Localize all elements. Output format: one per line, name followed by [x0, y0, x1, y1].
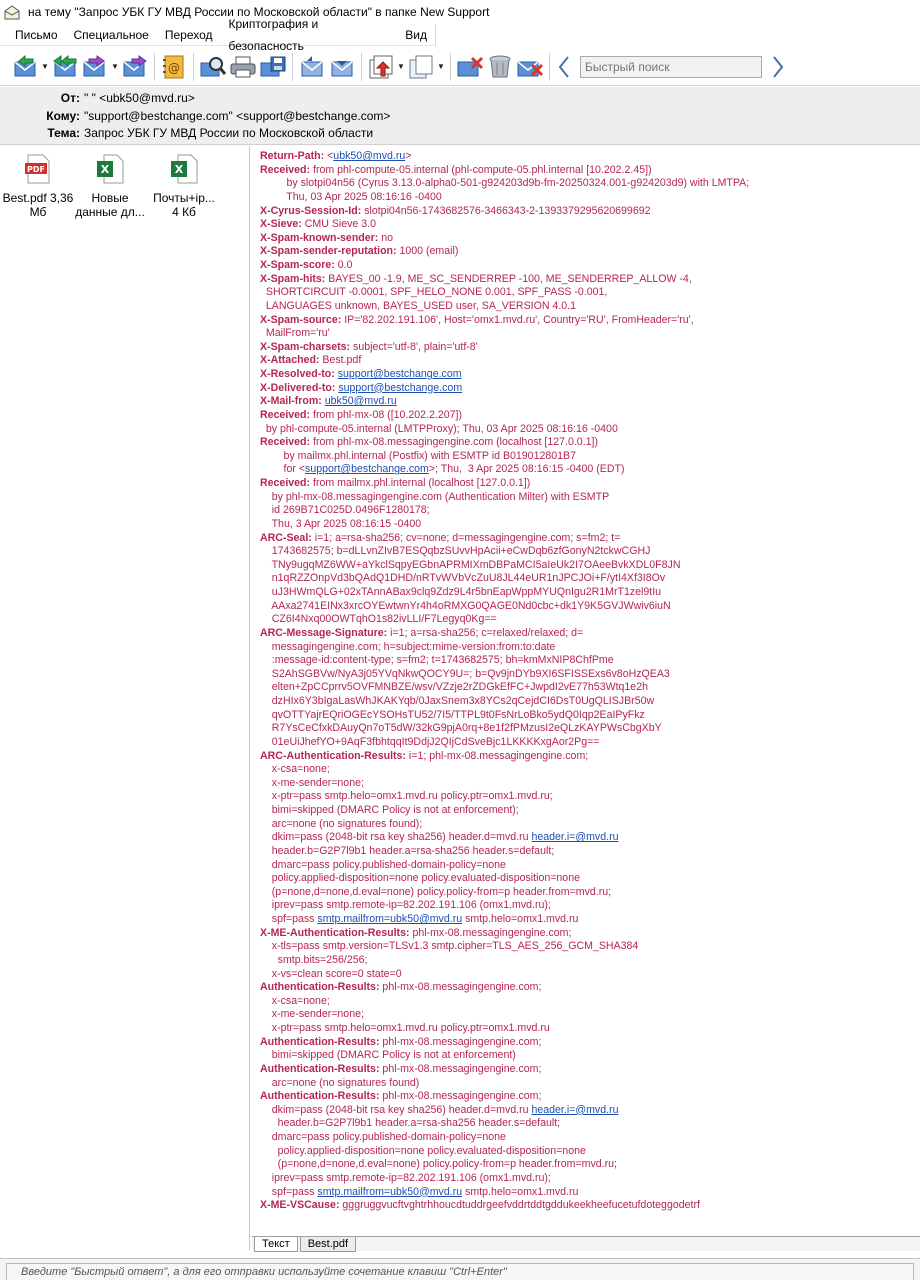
menu-crypto[interactable]: Криптография и безопасность — [228, 16, 319, 53]
move-dropdown[interactable]: ▼ — [397, 62, 405, 71]
raw-line — [260, 1117, 920, 1131]
tab-text[interactable]: Текст — [254, 1237, 298, 1252]
quick-reply-input[interactable]: Введите "Быстрый ответ", а для его отправки используйте сочетание клавиш "Ctrl+Enter" — [6, 1263, 914, 1280]
save-icon — [259, 55, 287, 79]
raw-line — [260, 763, 920, 777]
header-value: n1qRZZOnpVd3bQAdQ1DHD/nRTvWVbVcZuU8JL44eUR1nJPCJOi+F/ytI4Xf3I8Ov — [260, 572, 666, 585]
next-message-icon — [328, 55, 356, 79]
header-value: from phl-compute-05.internal (phl-compute-05.phl.internal [10.202.2.45]) — [310, 163, 652, 176]
menu-letter[interactable]: Письмо — [15, 27, 58, 42]
header-value: Best.pdf — [319, 354, 362, 367]
header-value: bimi=skipped (DMARC Policy is not at enforcement); — [260, 804, 519, 816]
raw-line — [260, 545, 920, 559]
svg-text:@: @ — [168, 60, 180, 75]
raw-line — [260, 586, 920, 600]
header-value: SHORTCIRCUIT -0.0001, SPF_HELO_NONE 0.001, SPF_PASS -0.001, — [260, 286, 608, 299]
raw-line — [260, 518, 920, 532]
raw-line — [260, 709, 920, 723]
header-value: x-me-sender=none; — [260, 1008, 364, 1021]
header-value: header.b=G2P7l9b1 header.a=rsa-sha256 header.s=default; — [260, 844, 555, 857]
raw-line — [260, 245, 920, 259]
header-value: (p=none,d=none,d.eval=none) policy.policy-from=p header.from=mvd.ru; — [260, 1158, 617, 1171]
redirect-button[interactable] — [120, 52, 150, 82]
raw-line — [260, 300, 920, 314]
raw-line — [260, 695, 920, 709]
header-key: Received: — [260, 477, 311, 489]
raw-line — [260, 1145, 920, 1159]
email-link[interactable]: support@bestchange.com — [338, 381, 463, 394]
raw-line — [260, 818, 920, 832]
raw-line — [260, 314, 920, 328]
trash-button[interactable] — [485, 52, 515, 82]
toolbar — [0, 48, 920, 86]
header-value: x-me-sender=none; — [260, 776, 364, 789]
raw-line — [260, 859, 920, 873]
header-value: arc=none (no signatures found) — [260, 1076, 420, 1089]
header-key: X-Attached: — [260, 354, 320, 367]
header-value: x-ptr=pass smtp.helo=omx1.mvd.ru policy.ptr=omx1.mvd.ru; — [260, 790, 553, 803]
title-bar — [0, 0, 920, 24]
raw-line — [260, 436, 920, 450]
move-button[interactable] — [366, 52, 396, 82]
message-headers — [0, 87, 920, 145]
chevron-right-icon — [771, 55, 785, 79]
header-value: Thu, 03 Apr 2025 08:16:16 -0400 — [260, 190, 442, 203]
header-key: Received: — [260, 163, 311, 176]
email-link[interactable]: support@bestchange.com — [305, 463, 429, 476]
attachment-pdf[interactable] — [0, 152, 76, 219]
email-link[interactable]: header.i=@mvd.ru — [531, 831, 619, 844]
email-link[interactable]: ubk50@mvd.ru — [324, 395, 397, 408]
header-value: by phl-compute-05.internal (LMTPProxy); Thu, 03 Apr 2025 08:16:16 -0400 — [260, 422, 618, 435]
raw-line — [260, 409, 920, 423]
raw-line — [260, 218, 920, 232]
raw-line — [260, 1049, 920, 1063]
header-value: CMU Sieve 3.0 — [301, 218, 376, 231]
attachment-excel[interactable] — [72, 152, 148, 219]
email-link[interactable]: ubk50@mvd.ru — [333, 150, 406, 162]
toolbar-separator — [361, 53, 362, 81]
forward-button[interactable] — [80, 52, 110, 82]
raw-line — [260, 395, 920, 409]
pdf-icon — [24, 154, 52, 184]
header-value: iprev=pass smtp.remote-ip=82.202.191.106 (omx1.mvd.ru); — [260, 1171, 551, 1184]
header-value: spf=pass — [260, 913, 318, 925]
raw-line — [260, 1008, 920, 1022]
header-value: CZ6I4Nxq00OWTqhO1s82ivLLI/F7Legyq0Kg== — [260, 613, 497, 626]
raw-line — [260, 641, 920, 655]
attachment-name: Новые — [91, 191, 129, 205]
header-value: smtp.helo=omx1.mvd.ru — [462, 913, 579, 925]
raw-line — [260, 532, 920, 546]
header-value: dmarc=pass policy.published-domain-policy=none — [260, 1131, 506, 1143]
raw-line — [260, 627, 920, 641]
raw-line — [260, 354, 920, 368]
view-tabs — [252, 1236, 920, 1251]
menu-special[interactable]: Специальное — [73, 27, 149, 42]
menu-view[interactable]: Вид — [405, 27, 427, 42]
raw-line — [260, 995, 920, 1009]
move-icon — [367, 54, 395, 80]
prev-message-button[interactable] — [297, 52, 327, 82]
raw-line — [260, 423, 920, 437]
raw-line — [260, 804, 920, 818]
header-value: x-tls=pass smtp.version=TLSv1.3 smtp.cipher=TLS_AES_256_GCM_SHA384 — [260, 940, 639, 953]
next-message-button[interactable] — [327, 52, 357, 82]
header-value: slotpi04n56-1743682576-3466343-2-1393379295620699692 — [361, 204, 651, 217]
header-value: dkim=pass (2048-bit rsa key sha256) header.d=mvd.ru — [260, 1103, 532, 1116]
header-value: subject='utf-8', plain='utf-8' — [350, 340, 478, 353]
raw-line — [260, 1104, 920, 1118]
raw-line — [260, 668, 920, 682]
search-prev-button[interactable] — [554, 52, 574, 82]
copy-dropdown[interactable]: ▼ — [437, 62, 445, 71]
subject-value: Запрос УБК ГУ МВД России по Московской области — [84, 126, 374, 140]
header-value: 01eUiJhefYO+9AqF3fbhtqqIt9DdjJ2QIjCdSveBjc1LKKKKxgAor2Pg== — [260, 735, 600, 748]
header-value: qvOTTYajrEQriOGEcYSOHsTU52/7I5/TTPL9t0FsNrLoBko5ydQ0Iqp2EaIPyFkz — [260, 708, 645, 721]
raw-line — [260, 477, 920, 491]
header-key: X-Mail-from: — [260, 395, 322, 408]
address-book-button[interactable] — [159, 52, 189, 82]
attachment-name-cont: данные дл... — [75, 205, 145, 219]
toolbar-separator — [193, 53, 194, 81]
raw-line — [260, 654, 920, 668]
header-key: X-Spam-known-sender: — [260, 231, 379, 244]
forward-dropdown[interactable]: ▼ — [111, 62, 119, 71]
chevron-left-icon — [557, 55, 571, 79]
reply-icon — [11, 55, 39, 79]
copy-icon — [407, 54, 435, 80]
header-value: S2AhSGBVw/NyA3j05YVqNkwQOCY9U=; b=Qv9jnDYb9XI6SFISSExs6v8oHzQEA3 — [260, 667, 670, 680]
delete-icon — [516, 55, 544, 79]
header-key: X-Spam-score: — [260, 259, 335, 271]
raw-line — [260, 150, 920, 164]
header-value: TNy9ugqMZ6WW+aYkclSqpyEGbnAPRMIXmDBPaMCI5aIeUk2I7OAeeBvkXDL0F8JN — [260, 558, 681, 571]
raw-line — [260, 750, 920, 764]
raw-line — [260, 341, 920, 355]
attachments-panel — [0, 146, 250, 1250]
save-button[interactable] — [258, 52, 288, 82]
header-key: X-ME-VSCause: — [260, 1199, 340, 1212]
header-value: phl-mx-08.messagingengine.com; — [379, 1035, 542, 1048]
quick-reply-bar — [0, 1258, 920, 1280]
header-value: < — [324, 150, 334, 162]
raw-line — [260, 559, 920, 573]
raw-line — [260, 777, 920, 791]
reply-button[interactable] — [10, 52, 40, 82]
toolbar-separator — [549, 53, 550, 81]
header-key: X-Spam-sender-reputation: — [260, 245, 397, 258]
header-key: X-Sieve: — [260, 218, 302, 231]
raw-line — [260, 205, 920, 219]
subject-label: Тема: — [47, 126, 80, 140]
attachment-name: Почты+ip... — [153, 191, 215, 205]
to-label: Кому: — [46, 109, 80, 123]
raw-line — [260, 164, 920, 178]
header-key: ARC-Authentication-Results: — [260, 749, 406, 762]
header-key: X-Delivered-to: — [260, 381, 336, 394]
header-key: X-ME-Authentication-Results: — [260, 926, 410, 939]
raw-line — [260, 368, 920, 382]
window-title: на тему "Запрос УБК ГУ МВД России по Московской области" в папке New Support — [28, 5, 490, 19]
header-value: x-csa=none; — [260, 763, 330, 776]
header-value: gggruggvucftvghtrhhoucdtuddrgeefvddrtddtgddukeekheefucetufdoteggodetrf — [339, 1199, 700, 1212]
header-value: for < — [260, 463, 306, 476]
delete-junk-icon — [456, 55, 484, 79]
from-value[interactable]: " " <ubk50@mvd.ru> — [84, 91, 195, 105]
raw-line — [260, 600, 920, 614]
header-value: messagingengine.com; h=subject:mime-version:from:to:date — [260, 640, 556, 653]
header-value: dkim=pass (2048-bit rsa key sha256) header.d=mvd.ru — [260, 831, 532, 844]
header-value: spf=pass — [260, 1185, 318, 1198]
header-value: AAxa2741EINx3xrcOYEwtwnYr4h4oRMXG0QAGE0Nd0cbc+dk1Y9K5GVJWwiv6iuN — [260, 599, 671, 612]
raw-line — [260, 681, 920, 695]
raw-line — [260, 790, 920, 804]
raw-line — [260, 463, 920, 477]
menu-bar — [0, 16, 436, 53]
header-value: MailFrom='ru' — [260, 327, 330, 340]
raw-line — [260, 1199, 920, 1213]
header-key: Authentication-Results: — [260, 1035, 380, 1048]
subject-row — [0, 124, 920, 142]
raw-line — [260, 913, 920, 927]
to-value[interactable]: "support@bestchange.com" <support@bestchange.com> — [84, 109, 391, 123]
raw-line — [260, 273, 920, 287]
raw-line — [260, 981, 920, 995]
header-value: R7YsCeCfxkDAuyQn7oT5dW/32kG9pjA0rq+8e1f2fPMzusI2eQLzKAYPWsCbgXbY — [260, 722, 662, 735]
find-icon — [199, 55, 227, 79]
header-key: ARC-Message-Signature: — [260, 626, 388, 639]
header-value: smtp.bits=256/256; — [260, 953, 368, 966]
header-value: x-vs=clean score=0 state=0 — [260, 967, 402, 980]
envelope-open-icon — [4, 4, 20, 20]
header-value: policy.applied-disposition=none policy.evaluated-disposition=none — [260, 1144, 586, 1157]
header-value: 1743682575; b=dLLvnZIvB7ESQqbzSUvvHpAcii+eCwDqb6zfGonyN2tckwCGHJ — [260, 545, 651, 558]
header-value: 0.0 — [334, 259, 353, 271]
header-value: IP='82.202.191.106', Host='omx1.mvd.ru', Country='RU', FromHeader='ru', — [341, 313, 694, 326]
raw-line — [260, 1131, 920, 1145]
header-value: by mailmx.phl.internal (Postfix) with ESMTP id B019012801B7 — [260, 449, 576, 462]
excel-icon — [96, 154, 124, 184]
trash-icon — [487, 54, 513, 80]
header-value: dmarc=pass policy.published-domain-policy=none — [260, 858, 506, 871]
raw-line — [260, 940, 920, 954]
raw-line — [260, 1036, 920, 1050]
header-value: from phl-mx-08.messagingengine.com (localhost [127.0.0.1]) — [310, 436, 598, 449]
header-value: policy.applied-disposition=none policy.evaluated-disposition=none — [260, 872, 580, 885]
header-value: dzHIx6Y3bIgaLasWhJKAKYqb/0JaxSnem3x8YCs2qCejdCI6DsT0UgQLISJBr50w — [260, 695, 655, 707]
header-value: by slotpi04n56 (Cyrus 3.13.0-alpha0-501-g924203d9b-fm-20250324.001-g924203d9) with LMTPA; — [260, 177, 750, 190]
reply-all-icon — [51, 55, 79, 79]
excel-icon — [170, 154, 198, 184]
raw-line — [260, 899, 920, 913]
from-label: От: — [60, 91, 80, 105]
header-value: smtp.helo=omx1.mvd.ru — [462, 1185, 579, 1198]
header-value: id 269B71C025D.0496F1280178; — [260, 504, 430, 517]
header-value: x-ptr=pass smtp.helo=omx1.mvd.ru policy.ptr=omx1.mvd.ru — [260, 1022, 550, 1034]
header-key: Authentication-Results: — [260, 1062, 380, 1075]
raw-line — [260, 722, 920, 736]
header-key: X-Cyrus-Session-Id: — [260, 204, 362, 217]
quick-search-input[interactable] — [580, 56, 762, 78]
to-row — [0, 107, 920, 125]
email-link[interactable]: support@bestchange.com — [337, 368, 462, 380]
raw-line — [260, 491, 920, 505]
raw-line — [260, 232, 920, 246]
header-value: 1000 (email) — [396, 245, 459, 258]
raw-line — [260, 504, 920, 518]
header-value: phl-mx-08.messagingengine.com; — [409, 926, 572, 939]
reply-all-button[interactable] — [50, 52, 80, 82]
header-value: iprev=pass smtp.remote-ip=82.202.191.106 (omx1.mvd.ru); — [260, 899, 551, 912]
raw-line — [260, 613, 920, 627]
raw-line — [260, 327, 920, 341]
attachment-size: Мб — [29, 205, 47, 219]
raw-line — [260, 886, 920, 900]
raw-line — [260, 845, 920, 859]
header-key: X-Resolved-to: — [260, 368, 335, 380]
header-key: Authentication-Results: — [260, 981, 380, 994]
raw-line — [260, 286, 920, 300]
attachment-excel[interactable] — [146, 152, 222, 219]
header-value: :message-id:content-type; s=fm2; t=1743682575; bh=kmMxNIP8ChfPme — [260, 654, 614, 667]
header-key: ARC-Seal: — [260, 531, 312, 544]
header-key: Received: — [260, 408, 311, 421]
header-value: >; Thu, 3 Apr 2025 08:16:15 -0400 (EDT) — [428, 463, 625, 476]
svg-text:X: X — [100, 163, 110, 176]
email-link[interactable]: header.i=@mvd.ru — [531, 1103, 619, 1116]
svg-text:PDF: PDF — [27, 165, 45, 174]
raw-line — [260, 1077, 920, 1091]
raw-line — [260, 259, 920, 273]
header-key: X-Spam-source: — [260, 313, 342, 326]
raw-line — [260, 736, 920, 750]
print-icon — [229, 55, 257, 79]
header-value: LANGUAGES unknown, BAYES_USED user, SA_VERSION 4.0.1 — [260, 299, 576, 312]
attachment-name: Best.pdf 3,36 — [2, 191, 74, 205]
svg-text:X: X — [174, 163, 184, 176]
raw-line — [260, 572, 920, 586]
header-key: Received: — [260, 436, 311, 449]
header-value: no — [378, 231, 394, 244]
header-key: Authentication-Results: — [260, 1090, 380, 1103]
header-value: i=1; phl-mx-08.messagingengine.com; — [405, 749, 589, 762]
copy-button[interactable] — [406, 52, 436, 82]
tab-best-pdf[interactable]: Best.pdf — [300, 1237, 356, 1252]
raw-line — [260, 1172, 920, 1186]
raw-line — [260, 1186, 920, 1200]
raw-line — [260, 191, 920, 205]
forward-icon — [81, 55, 109, 79]
header-value: arc=none (no signatures found); — [260, 817, 423, 830]
header-key: Return-Path: — [260, 150, 325, 162]
raw-line — [260, 872, 920, 886]
header-value: i=1; a=rsa-sha256; cv=none; d=messagingengine.com; s=fm2; t= — [311, 531, 621, 544]
raw-line — [260, 1063, 920, 1077]
raw-line — [260, 1158, 920, 1172]
header-value: phl-mx-08.messagingengine.com; — [379, 1090, 542, 1103]
header-value: BAYES_00 -1.9, ME_SC_SENDERREP -100, ME_SENDERREP_ALLOW -4, — [325, 272, 692, 285]
reply-dropdown[interactable]: ▼ — [41, 62, 49, 71]
print-button[interactable] — [228, 52, 258, 82]
address-book-icon — [161, 54, 187, 80]
raw-line — [260, 1022, 920, 1036]
search-next-button[interactable] — [768, 52, 788, 82]
header-value: phl-mx-08.messagingengine.com; — [379, 1062, 542, 1075]
delete-button[interactable] — [515, 52, 545, 82]
header-value: x-csa=none; — [260, 994, 330, 1007]
menu-go[interactable]: Переход — [164, 27, 213, 42]
raw-line — [260, 450, 920, 464]
raw-message-view[interactable] — [252, 146, 920, 1236]
header-value: by phl-mx-08.messagingengine.com (Authentication Milter) with ESMTP — [260, 490, 610, 503]
header-value: > — [405, 150, 412, 162]
header-value: bimi=skipped (DMARC Policy is not at enforcement) — [260, 1049, 516, 1062]
header-value: Thu, 3 Apr 2025 08:16:15 -0400 — [260, 517, 422, 530]
header-key: X-Spam-hits: — [260, 272, 326, 285]
raw-line — [260, 831, 920, 845]
header-value: phl-mx-08.messagingengine.com; — [379, 981, 542, 994]
header-value: elten+ZpCCprrv5OVFMNBZE/wsv/VZzje2rZDGkEfFC+JwpdI2vE77h53Wtq1e2h — [260, 681, 648, 694]
header-value: from mailmx.phl.internal (localhost [127.0.0.1]) — [310, 477, 531, 489]
attachment-size: 4 Кб — [172, 205, 196, 219]
toolbar-separator — [154, 53, 155, 81]
find-button[interactable] — [198, 52, 228, 82]
toolbar-separator — [292, 53, 293, 81]
prev-message-icon — [298, 55, 326, 79]
raw-line — [260, 177, 920, 191]
header-value: (p=none,d=none,d.eval=none) policy.policy-from=p header.from=mvd.ru; — [260, 885, 612, 898]
redirect-icon — [121, 55, 149, 79]
raw-line — [260, 927, 920, 941]
raw-line — [260, 1090, 920, 1104]
raw-line — [260, 968, 920, 982]
header-value: from phl-mx-08 ([10.202.2.207]) — [310, 408, 462, 421]
header-key: X-Spam-charsets: — [260, 340, 351, 353]
toolbar-separator — [450, 53, 451, 81]
raw-line — [260, 382, 920, 396]
email-link[interactable]: smtp.mailfrom=ubk50@mvd.ru — [317, 913, 463, 925]
header-value: uJ3HWmQLG+02xTAnnABax9clq9Zdz9L4r5bnEapWppMYUQnIgu2R1MrT1zel9tIu — [260, 586, 662, 598]
raw-line — [260, 954, 920, 968]
email-link[interactable]: smtp.mailfrom=ubk50@mvd.ru — [317, 1185, 463, 1198]
delete-junk-button[interactable] — [455, 52, 485, 82]
from-row — [0, 89, 920, 107]
header-value: header.b=G2P7l9b1 header.a=rsa-sha256 header.s=default; — [260, 1117, 561, 1130]
header-value: i=1; a=rsa-sha256; c=relaxed/relaxed; d= — [387, 626, 584, 639]
